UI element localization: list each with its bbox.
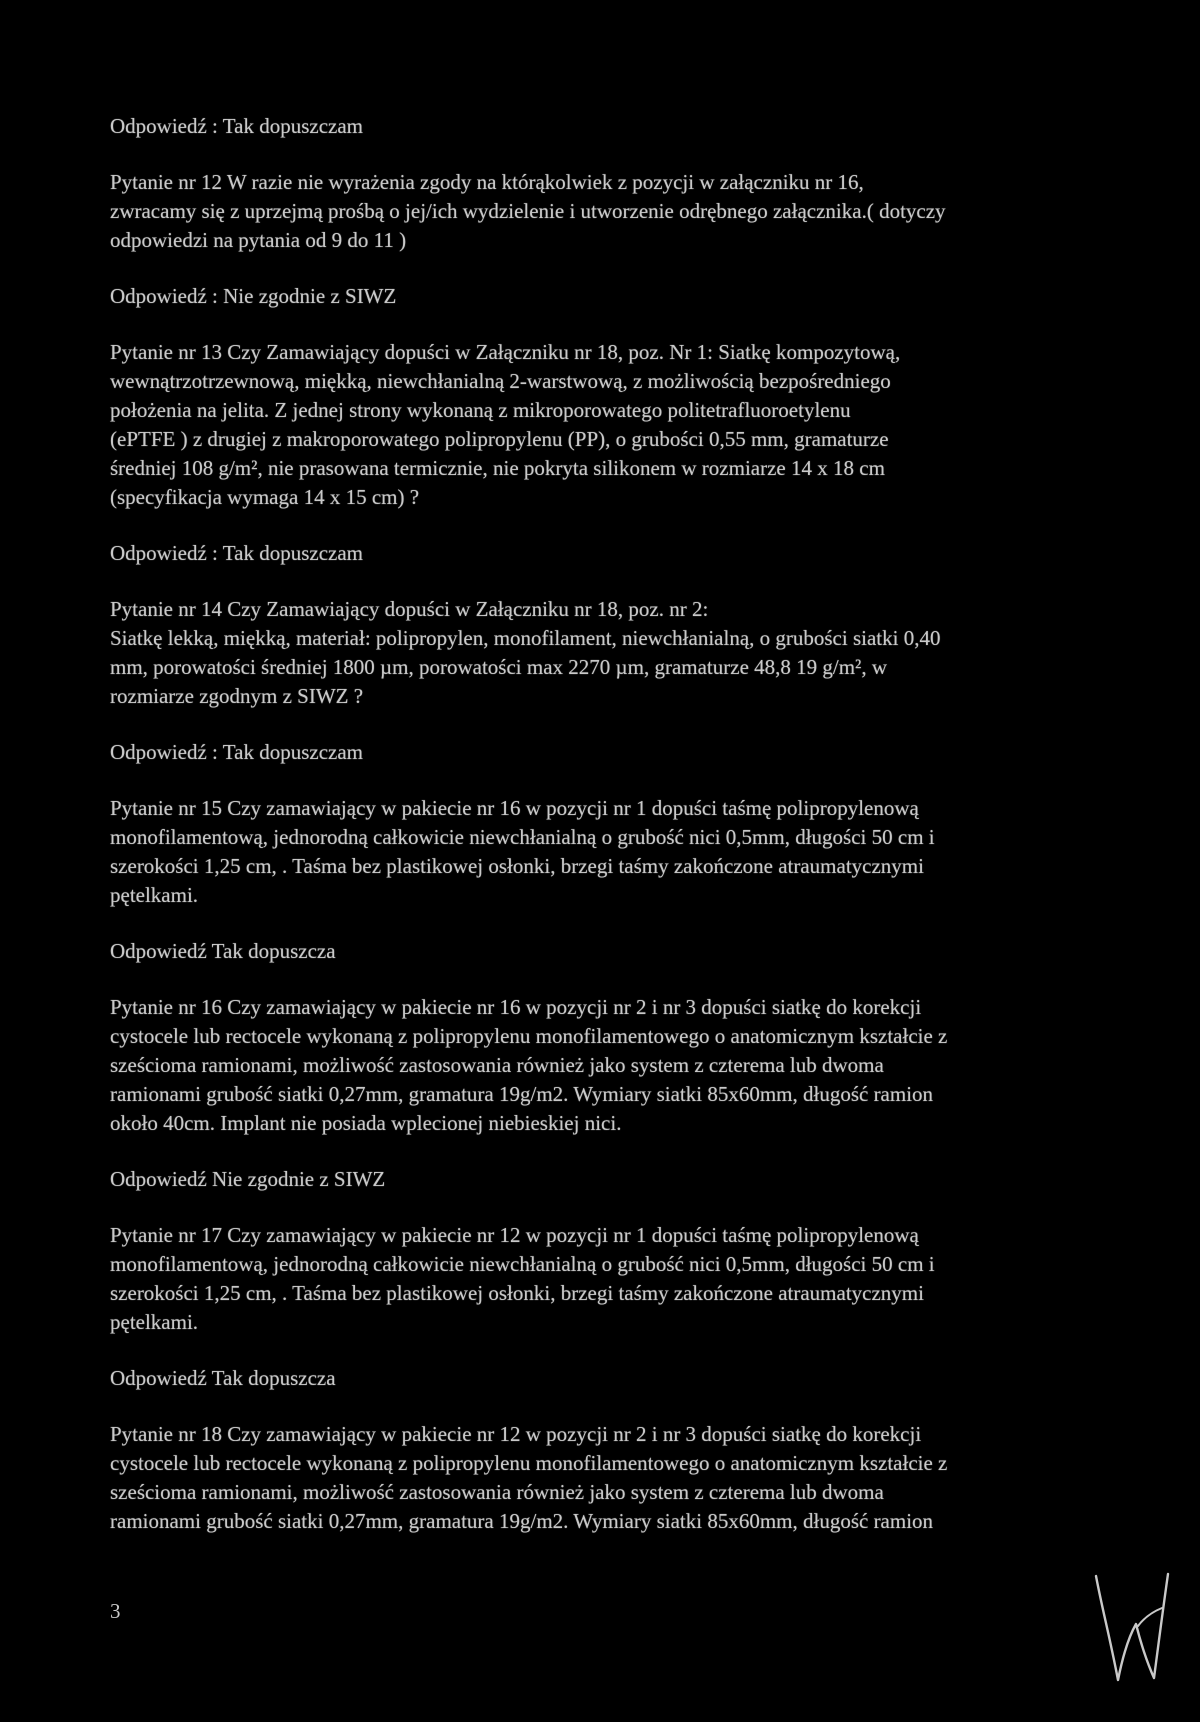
question-15-paragraph: Pytanie nr 15 Czy zamawiający w pakiecie nr 16 w pozycji nr 1 dopuści taśmę polipropylenową monofilamentową, jednorodną całkowicie niewchłanialną o grubość nici 0,5mm, długości 50 cm i szerokości 1,25 cm, . Taśma bez plastikowej osłonki, brzegi taśmy zakończone atraumatycznymi pętelkami. [110,796,935,907]
question-18-paragraph: Pytanie nr 18 Czy zamawiający w pakiecie nr 12 w pozycji nr 2 i nr 3 dopuści siatkę do korekcji cystocele lub rectocele wykonaną z polipropylenu monofilamentowego o anatomicznym kształcie z sześcioma ramionami, możliwość zastosowania również jako system z czterema lub dwoma ramionami grubość siatki 0,27mm, gramatura 19g/m2. Wymiary siatki 85x60mm, długość ramion [110,1422,948,1533]
question-16-paragraph: Pytanie nr 16 Czy zamawiający w pakiecie nr 16 w pozycji nr 2 i nr 3 dopuści siatkę do korekcji cystocele lub rectocele wykonaną z polipropylenu monofilamentowego o anatomicznym kształcie z sześcioma ramionami, możliwość zastosowania również jako system z czterema lub dwoma ramionami grubość siatki 0,27mm, gramatura 19g/m2. Wymiary siatki 85x60mm, długość ramion około 40cm. Implant nie posiada wplecionej niebieskiej nici. [110,995,948,1135]
answer-paragraph: Odpowiedź : Tak dopuszczam [110,541,363,565]
document-body [110,112,1100,1536]
question-12-paragraph: Pytanie nr 12 W razie nie wyrażenia zgody na którąkolwiek z pozycji w załączniku nr 16, zwracamy się z uprzejmą prośbą o jej/ich wydzielenie i utworzenie odrębnego załącznika.( dotyczy odpowiedzi na pytania od 9 do 11 ) [110,170,946,252]
page-number: 3 [110,1599,121,1623]
answer-paragraph: Odpowiedź : Tak dopuszczam [110,114,363,138]
question-14-paragraph: Pytanie nr 14 Czy Zamawiający dopuści w Załączniku nr 18, poz. nr 2: Siatkę lekką, miękką, materiał: polipropylen, monofilament, niewchłanialną, o grubości siatki 0,40 mm, porowatości średniej 1800 µm, porowatości max 2270 µm, gramaturze 48,8 19 g/m², w rozmiarze zgodnym z SIWZ ? [110,597,941,708]
question-17-paragraph: Pytanie nr 17 Czy zamawiający w pakiecie nr 12 w pozycji nr 1 dopuści taśmę polipropylenową monofilamentową, jednorodną całkowicie niewchłanialną o grubość nici 0,5mm, długości 50 cm i szerokości 1,25 cm, . Taśma bez plastikowej osłonki, brzegi taśmy zakończone atraumatycznymi pętelkami. [110,1223,935,1334]
answer-paragraph: Odpowiedź : Tak dopuszczam [110,740,363,764]
answer-paragraph: Odpowiedź : Nie zgodnie z SIWZ [110,284,397,308]
answer-paragraph: Odpowiedź Tak dopuszcza [110,939,336,963]
answer-paragraph: Odpowiedź Tak dopuszcza [110,1366,336,1390]
signature-icon [1088,1568,1178,1688]
question-13-paragraph: Pytanie nr 13 Czy Zamawiający dopuści w Załączniku nr 18, poz. Nr 1: Siatkę kompozytową, wewnątrzotrzewnową, miękką, niewchłanialną 2-warstwową, z możliwością bezpośredniego położenia na jelita. Z jednej strony wykonaną z mikroporowatego politetrafluoroetylenu (ePTFE ) z drugiej z makroporowatego polipropylenu (PP), o grubości 0,55 mm, gramaturze średniej 108 g/m², nie prasowana termicznie, nie pokryta silikonem w rozmiarze 14 x 18 cm (specyfikacja wymaga 14 x 15 cm) ? [110,340,901,509]
answer-paragraph: Odpowiedź Nie zgodnie z SIWZ [110,1167,386,1191]
